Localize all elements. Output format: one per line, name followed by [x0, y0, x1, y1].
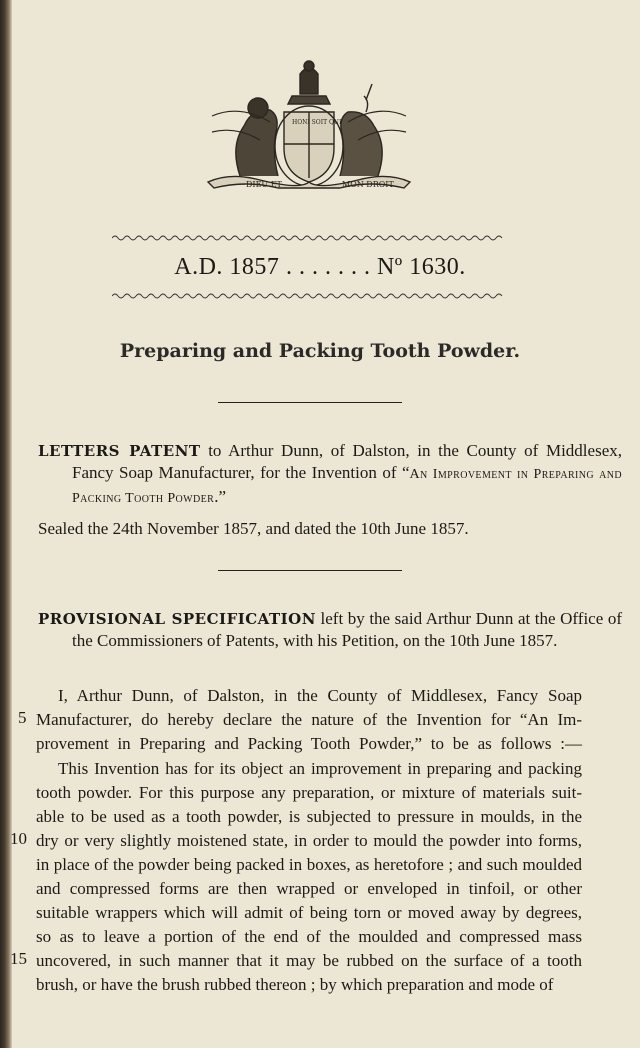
document-title: Preparing and Packing Tooth Powder. [119, 340, 521, 362]
letters-patent-end: .” [214, 487, 226, 506]
provisional-lead: PROVISIONAL SPECIFICATION [38, 610, 316, 628]
body-line: suitable wrappers which will admit of being torn or moved away by degrees, [36, 903, 582, 922]
crest-motto-right: MON DROIT [342, 180, 394, 189]
patent-number: Nº 1630. [376, 254, 466, 280]
body-line: so as to leave a portion of the end of the moulded and compressed mass [36, 927, 582, 946]
book-binding-edge [0, 0, 12, 1048]
body-line: uncovered, in such manner that it may be rubbed on the surface of a tooth [36, 951, 582, 970]
body-line: dry or very slightly moistened state, in order to mould the powder into forms, [36, 831, 582, 850]
sealed-line: Sealed the 24th November 1857, and dated the 10th June 1857. [38, 519, 469, 538]
line-number-5: 5 [18, 708, 27, 727]
section-divider-2 [218, 570, 402, 571]
letters-patent-lead: LETTERS PATENT [38, 442, 201, 460]
patent-year: A.D. 1857 [174, 254, 280, 280]
body-line: and compressed forms are then wrapped or enveloped in tinfoil, or other [36, 879, 582, 898]
header-dots: . . . . . . . [285, 254, 371, 280]
patent-header [0, 254, 640, 281]
crest-garter-text: HONI SOIT QUI [292, 119, 342, 126]
body-line: able to be used as a tooth powder, is subjected to pressure in moulds, in the [36, 807, 582, 826]
royal-coat-of-arms-icon [200, 56, 418, 192]
body-line: This Invention has for its object an improvement in preparing and packing [58, 759, 582, 778]
body-line: I, Arthur Dunn, of Dalston, in the County of Middlesex, Fancy Soap [58, 686, 582, 705]
line-number-10: 10 [10, 829, 27, 848]
letters-patent-invention: An Improvement in Preparing and Packing Tooth Powder [72, 467, 622, 506]
body-line: provement in Preparing and Packing Tooth Powder,” to be as follows :— [36, 734, 582, 753]
line-number-15: 15 [10, 949, 27, 968]
body-line: Manufacturer, do hereby declare the nature of the Invention for “An Im- [36, 710, 582, 729]
provisional-paragraph [38, 608, 622, 652]
ornamental-rule-bottom [112, 292, 504, 300]
section-divider-1 [218, 402, 402, 403]
ornamental-rule-top [112, 234, 504, 242]
letters-patent-paragraph [38, 440, 622, 510]
provisional-text: left by the said Arthur Dunn at the Office of the Commissioners of Patents, with his Petition, on the 10th June 1857. [72, 609, 622, 650]
letters-patent-text: to Arthur Dunn, of Dalston, in the County of Middlesex, Fancy Soap Manufacturer, for the Invention of “ [72, 441, 622, 482]
crest-motto-left: DIEU ET [246, 180, 282, 189]
body-line: brush, or have the brush rubbed thereon ; by which preparation and mode of [36, 975, 554, 994]
body-line: tooth powder. For this purpose any preparation, or mixture of materials suit- [36, 783, 582, 802]
body-line: in place of the powder being packed in boxes, as heretofore ; and such moulded [36, 855, 582, 874]
